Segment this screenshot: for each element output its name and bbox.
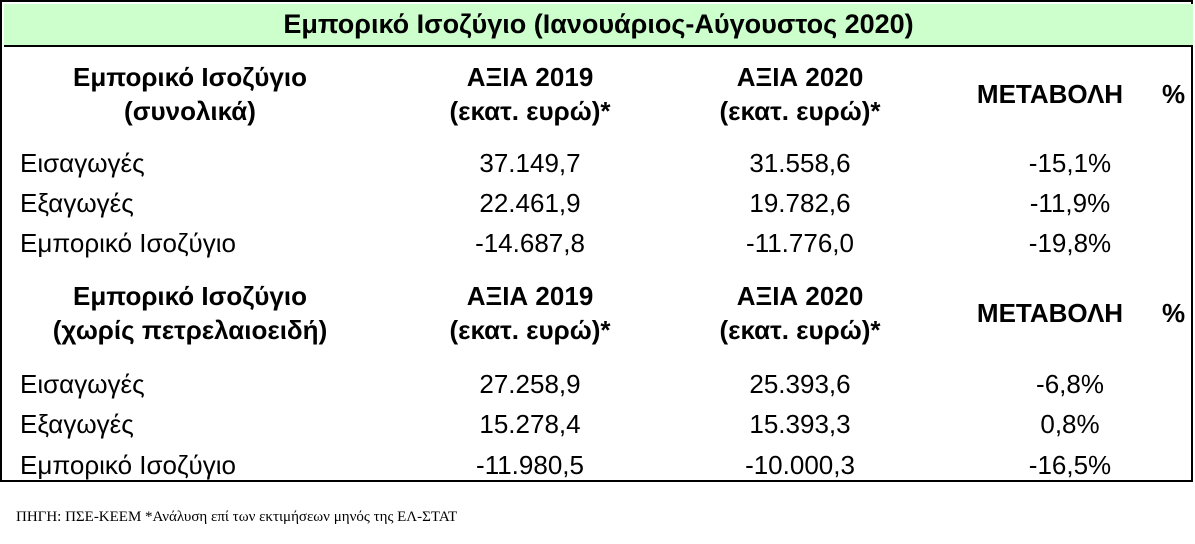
row-value-2019: -11.980,5 [476, 450, 584, 480]
column-header-percent: % [1162, 298, 1186, 328]
column-header-2019-line1: ΑΞΙΑ 2019 [466, 62, 594, 92]
column-header-2020 [680, 279, 920, 347]
column-header-2020-line2: (εκατ. ευρώ)* [719, 96, 881, 126]
column-header-2019-line2: (εκατ. ευρώ)* [449, 315, 611, 345]
row-value-2020: -10.000,3 [745, 450, 855, 480]
row-value-2020: 25.393,6 [749, 369, 851, 399]
row-value-2019: 27.258,9 [479, 369, 581, 399]
column-header-2020-line1: ΑΞΙΑ 2020 [736, 62, 864, 92]
row-value-2020: 19.782,6 [749, 188, 851, 218]
section-heading-line2: (χωρίς πετρελαιοειδή) [52, 315, 328, 345]
column-header-percent: % [1162, 79, 1186, 109]
row-change: -11,9% [1029, 188, 1111, 218]
row-change: -6,8% [1036, 369, 1104, 399]
column-header-2020-line2: (εκατ. ευρώ)* [719, 315, 881, 345]
section-heading [40, 60, 340, 128]
column-header-2019-line1: ΑΞΙΑ 2019 [466, 281, 594, 311]
row-value-2020: 31.558,6 [749, 148, 851, 178]
row-change: 0,8% [1040, 409, 1100, 439]
column-header-change: ΜΕΤΑΒΟΛΗ [976, 298, 1124, 328]
table-title-bar [4, 4, 1193, 47]
source-note: ΠΗΓΗ: ΠΣΕ-ΚΕΕΜ *Ανάλυση επί των εκτιμήσεων μηνός της ΕΛ-ΣΤΑΤ [16, 509, 458, 525]
table-title: Εμπορικό Ισοζύγιο (Ιανουάριος-Αύγουστος 2020) [283, 9, 914, 39]
column-header-2020-line1: ΑΞΙΑ 2020 [736, 281, 864, 311]
row-change: -16,5% [1028, 450, 1112, 480]
row-label: Εισαγωγές [20, 148, 145, 178]
row-label: Εξαγωγές [20, 188, 134, 218]
section-heading [30, 279, 350, 347]
row-change: -15,1% [1028, 148, 1112, 178]
section-heading-line2: (συνολικά) [124, 96, 256, 126]
row-value-2020: 15.393,3 [749, 409, 851, 439]
column-header-2019 [410, 279, 650, 347]
column-header-change: ΜΕΤΑΒΟΛΗ [976, 79, 1124, 109]
column-header-2019 [410, 60, 650, 128]
row-value-2019: 37.149,7 [479, 148, 581, 178]
row-label: Εξαγωγές [20, 409, 134, 439]
row-change: -19,8% [1028, 228, 1112, 258]
column-header-2020 [680, 60, 920, 128]
row-label: Εμπορικό Ισοζύγιο [20, 450, 236, 480]
row-value-2019: -14.687,8 [475, 228, 585, 258]
row-label: Εμπορικό Ισοζύγιο [20, 228, 236, 258]
row-value-2019: 22.461,9 [479, 188, 581, 218]
section-heading-line1: Εμπορικό Ισοζύγιο [73, 62, 307, 92]
row-value-2020: -11.776,0 [746, 228, 854, 258]
row-label: Εισαγωγές [20, 369, 145, 399]
section-heading-line1: Εμπορικό Ισοζύγιο [73, 281, 307, 311]
column-header-2019-line2: (εκατ. ευρώ)* [449, 96, 611, 126]
row-value-2019: 15.278,4 [479, 409, 581, 439]
